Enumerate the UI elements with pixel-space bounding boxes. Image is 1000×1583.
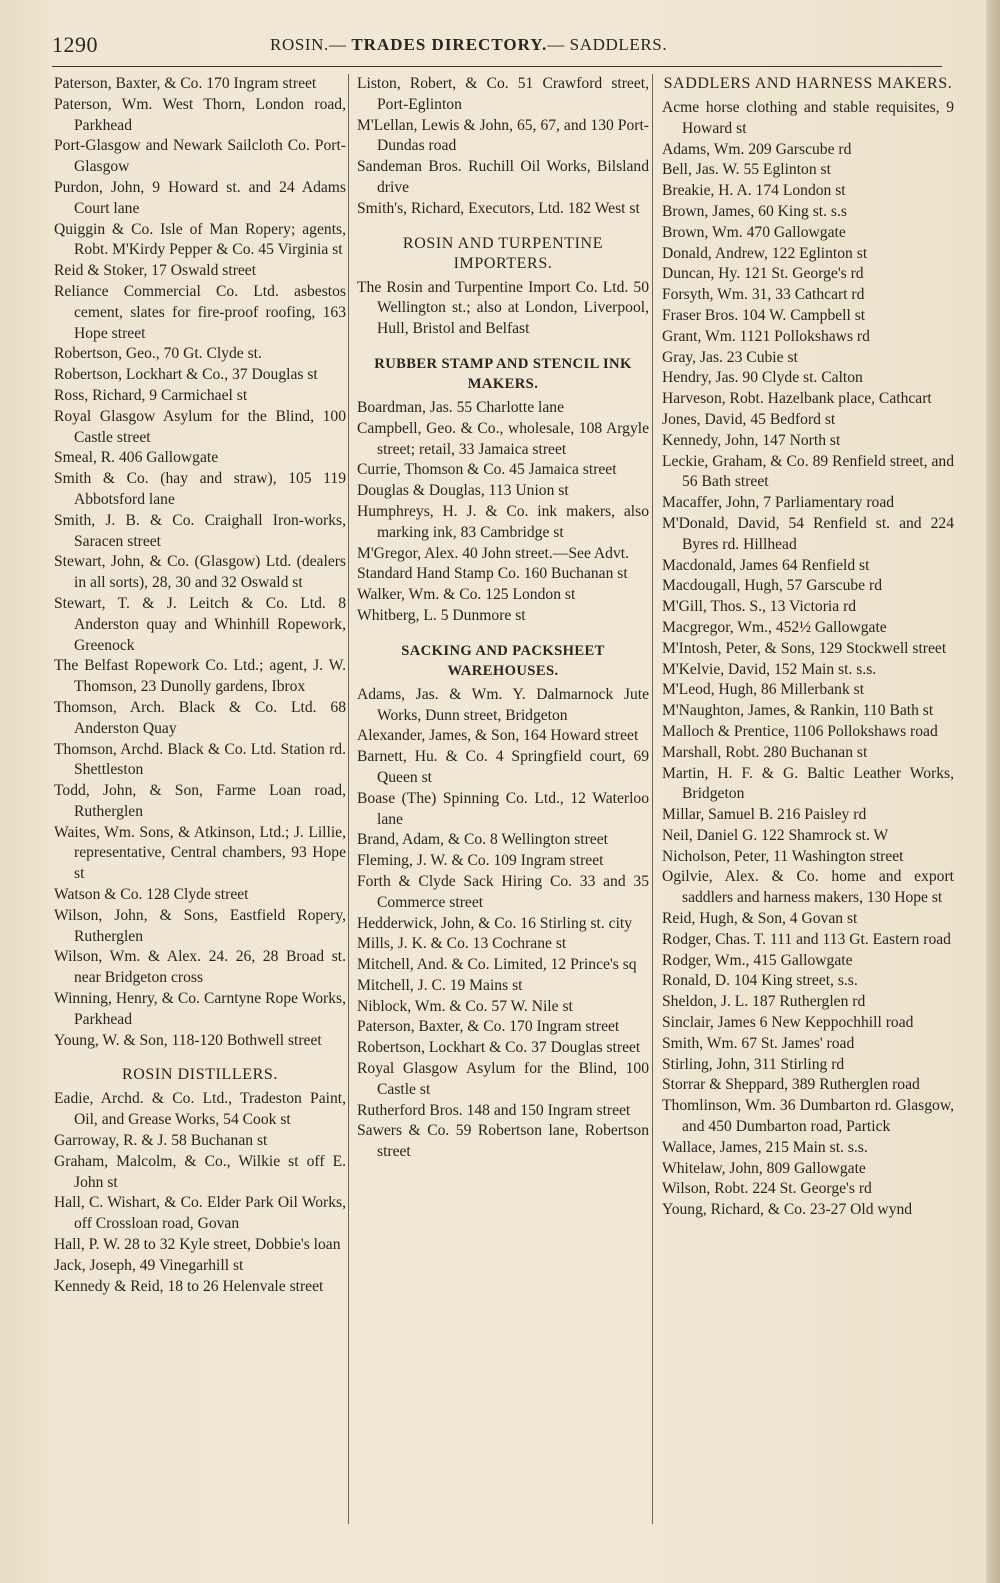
- directory-entry: Douglas & Douglas, 113 Union st: [357, 482, 569, 500]
- directory-entry: Bell, Jas. W. 55 Eglinton st: [662, 161, 831, 179]
- directory-entry: Wilson, Robt. 224 St. George's rd: [662, 1180, 872, 1198]
- directory-entry: Jones, David, 45 Bedford st: [662, 410, 836, 428]
- directory-entry: Forth & Clyde Sack Hiring Co. 33 and 35 Commerce street: [357, 872, 649, 911]
- section-heading: SADDLERS AND HARNESS MAKERS.: [663, 75, 953, 92]
- directory-entry: Campbell, Geo. & Co., wholesale, 108 Argyle street; retail, 33 Jamaica street: [357, 419, 649, 458]
- directory-entry: Winning, Henry, & Co. Carntyne Rope Works, Parkhead: [54, 990, 346, 1028]
- directory-entry: Robertson, Lockhart & Co., 37 Douglas st: [54, 366, 318, 384]
- directory-entry: M'Intosh, Peter, & Sons, 129 Stockwell street: [662, 639, 947, 657]
- directory-entry: Hedderwick, John, & Co. 16 Stirling st. city: [357, 914, 633, 932]
- directory-entry: Neil, Daniel G. 122 Shamrock st. W: [662, 826, 889, 844]
- directory-entry: M'Kelvie, David, 152 Main st. s.s.: [662, 660, 877, 678]
- column-1: [54, 74, 346, 1297]
- column-2: [357, 74, 649, 1163]
- directory-entry: Smith's, Richard, Executors, Ltd. 182 West st: [357, 199, 640, 217]
- directory-entry: Thomson, Arch. Black & Co. Ltd. 68 Anderston Quay: [54, 698, 346, 737]
- directory-entry: Paterson, Baxter, & Co. 170 Ingram street: [54, 75, 317, 92]
- directory-entry: Mitchell, J. C. 19 Mains st: [357, 976, 523, 994]
- directory-entry: The Rosin and Turpentine Import Co. Ltd. 50 Wellington st.; also at London, Liverpool, Hull, Bristol and Belfast: [357, 278, 649, 338]
- directory-entry: Humphreys, H. J. & Co. ink makers, also marking ink, 83 Cambridge st: [357, 502, 649, 541]
- directory-entry: Smith & Co. (hay and straw), 105 119 Abbotsford lane: [54, 470, 346, 508]
- directory-entry: Quiggin & Co. Isle of Man Ropery; agents, Robt. M'Kirdy Pepper & Co. 45 Virginia st: [54, 220, 346, 259]
- section-heading: ROSIN DISTILLERS.: [122, 1066, 278, 1084]
- directory-entry: Thomlinson, Wm. 36 Dumbarton rd. Glasgow, and 450 Dumbarton road, Partick: [662, 1097, 954, 1136]
- column-divider: [348, 74, 349, 1524]
- directory-entry: Reid, Hugh, & Son, 4 Govan st: [662, 910, 858, 928]
- directory-entry: Wallace, James, 215 Main st. s.s.: [662, 1138, 868, 1156]
- directory-entry: Paterson, Wm. West Thorn, London road, Parkhead: [54, 95, 346, 134]
- directory-entry: Stewart, John, & Co. (Glasgow) Ltd. (dealers in all sorts), 28, 30 and 32 Oswald st: [54, 553, 346, 592]
- directory-entry: Graham, Malcolm, & Co., Wilkie st off E. John st: [54, 1152, 346, 1191]
- directory-entry: Fraser Bros. 104 W. Campbell st: [662, 306, 866, 324]
- directory-entry: Stewart, T. & J. Leitch & Co. Ltd. 8 Anderston quay and Whinhill Ropework, Greenock: [54, 594, 346, 654]
- page-edge-shadow: [986, 0, 1000, 1583]
- directory-entry: Waites, Wm. Sons, & Atkinson, Ltd.; J. Lillie, representative, Central chambers, 93 Hope st: [54, 823, 346, 883]
- directory-entry: Barnett, Hu. & Co. 4 Springfield court, 69 Queen st: [357, 748, 649, 786]
- directory-entry: Brown, James, 60 King st. s.s: [662, 202, 847, 220]
- directory-entry: Port-Glasgow and Newark Sailcloth Co. Port-Glasgow: [54, 137, 346, 176]
- directory-entry: Stirling, John, 311 Stirling rd: [662, 1055, 845, 1073]
- directory-entry: Brand, Adam, & Co. 8 Wellington street: [357, 831, 608, 849]
- header-rule: [52, 66, 942, 67]
- directory-entry: Standard Hand Stamp Co. 160 Buchanan st: [357, 565, 628, 583]
- directory-entry: Harveson, Robt. Hazelbank place, Cathcart: [662, 390, 932, 408]
- directory-entry: Alexander, James, & Son, 164 Howard street: [357, 727, 639, 745]
- directory-entry: Paterson, Baxter, & Co. 170 Ingram street: [357, 1018, 620, 1036]
- directory-entry: Leckie, Graham, & Co. 89 Renfield street, and 56 Bath street: [662, 452, 954, 491]
- directory-entry: M'Gregor, Alex. 40 John street.—See Advt.: [357, 544, 630, 562]
- directory-entry: Hall, P. W. 28 to 32 Kyle street, Dobbie's loan: [54, 1236, 341, 1254]
- directory-entry: Reid & Stoker, 17 Oswald street: [54, 262, 257, 280]
- directory-entry: Macdougall, Hugh, 57 Garscube rd: [662, 577, 882, 595]
- directory-entry: Gray, Jas. 23 Cubie st: [662, 348, 798, 366]
- directory-entry: Sheldon, J. L. 187 Rutherglen rd: [662, 993, 866, 1011]
- directory-entry: Smith, Wm. 67 St. James' road: [662, 1034, 855, 1052]
- directory-entry: Todd, John, & Son, Farme Loan road, Rutherglen: [54, 782, 346, 820]
- directory-entry: Watson & Co. 128 Clyde street: [54, 886, 249, 904]
- directory-entry: Liston, Robert, & Co. 51 Crawford street, Port-Eglinton: [357, 75, 649, 113]
- directory-entry: Garroway, R. & J. 58 Buchanan st: [54, 1132, 268, 1150]
- directory-entry: Eadie, Archd. & Co. Ltd., Tradeston Paint, Oil, and Grease Works, 54 Cook st: [54, 1090, 346, 1129]
- section-heading: RUBBER STAMP AND STENCIL INK MAKERS.: [374, 355, 632, 392]
- directory-entry: Ross, Richard, 9 Carmichael st: [54, 386, 248, 404]
- section-heading: ROSIN AND TURPENTINE IMPORTERS.: [402, 234, 604, 272]
- directory-entry: Wilson, John, & Sons, Eastfield Ropery, Rutherglen: [54, 906, 346, 945]
- directory-entry: Nicholson, Peter, 11 Washington street: [662, 847, 904, 865]
- directory-entry: Fleming, J. W. & Co. 109 Ingram street: [357, 852, 604, 870]
- directory-entry: Adams, Wm. 209 Garscube rd: [662, 140, 852, 158]
- directory-entry: Smeal, R. 406 Gallowgate: [54, 449, 219, 467]
- directory-entry: Mitchell, And. & Co. Limited, 12 Prince's sq: [357, 956, 637, 974]
- directory-entry: Hendry, Jas. 90 Clyde st. Calton: [662, 369, 863, 387]
- directory-entry: Boardman, Jas. 55 Charlotte lane: [357, 398, 564, 416]
- directory-entry: Smith, J. B. & Co. Craighall Iron-works, Saracen street: [54, 511, 346, 550]
- directory-entry: Acme horse clothing and stable requisites, 9 Howard st: [662, 99, 954, 137]
- directory-entry: Robertson, Lockhart & Co. 37 Douglas street: [357, 1039, 641, 1057]
- directory-entry: Boase (The) Spinning Co. Ltd., 12 Waterloo lane: [357, 789, 649, 828]
- section-heading: SACKING AND PACKSHEET WAREHOUSES.: [401, 642, 605, 679]
- directory-entry: Kennedy & Reid, 18 to 26 Helenvale street: [54, 1277, 324, 1295]
- directory-entry: Royal Glasgow Asylum for the Blind, 100 Castle st: [357, 1060, 649, 1098]
- directory-entry: M'Naughton, James, & Rankin, 110 Bath st: [662, 702, 934, 720]
- directory-entry: Mills, J. K. & Co. 13 Cochrane st: [357, 935, 567, 953]
- directory-entry: The Belfast Ropework Co. Ltd.; agent, J. W. Thomson, 23 Dunolly gardens, Ibrox: [54, 657, 346, 696]
- directory-entry: Grant, Wm. 1121 Pollokshaws rd: [662, 327, 870, 345]
- directory-entry: Malloch & Prentice, 1106 Pollokshaws road: [662, 722, 938, 740]
- page-header: [52, 32, 952, 62]
- directory-entry: Breakie, H. A. 174 London st: [662, 182, 846, 200]
- directory-entry: Thomson, Archd. Black & Co. Ltd. Station rd. Shettleston: [54, 740, 346, 779]
- directory-entry: Millar, Samuel B. 216 Paisley rd: [662, 806, 867, 824]
- directory-entry: M'Leod, Hugh, 86 Millerbank st: [662, 681, 865, 699]
- running-head-left: ROSIN.—: [270, 35, 347, 54]
- directory-entry: Currie, Thomson & Co. 45 Jamaica street: [357, 461, 617, 479]
- directory-entry: Young, W. & Son, 118-120 Bothwell street: [54, 1031, 322, 1049]
- running-head-center: TRADES DIRECTORY.: [351, 35, 548, 54]
- directory-entry: Martin, H. F. & G. Baltic Leather Works, Bridgeton: [662, 764, 954, 803]
- directory-entry: Ogilvie, Alex. & Co. home and export saddlers and harness makers, 130 Hope st: [662, 868, 954, 907]
- directory-entry: Brown, Wm. 470 Gallowgate: [662, 223, 846, 241]
- directory-entry: Sawers & Co. 59 Robertson lane, Robertson street: [357, 1122, 649, 1161]
- directory-entry: Forsyth, Wm. 31, 33 Cathcart rd: [662, 286, 865, 304]
- directory-entry: Marshall, Robt. 280 Buchanan st: [662, 743, 868, 761]
- directory-entry: Purdon, John, 9 Howard st. and 24 Adams Court lane: [54, 178, 346, 217]
- directory-entry: Adams, Jas. & Wm. Y. Dalmarnock Jute Works, Dunn street, Bridgeton: [357, 685, 649, 724]
- running-head: [270, 35, 667, 55]
- directory-entry: Rodger, Chas. T. 111 and 113 Gt. Eastern road: [662, 930, 951, 948]
- directory-entry: Ronald, D. 104 King street, s.s.: [662, 972, 858, 990]
- directory-entry: Reliance Commercial Co. Ltd. asbestos cement, slates for fire-proof roofing, 163 Hope street: [54, 282, 346, 342]
- directory-entry: Kennedy, John, 147 North st: [662, 431, 841, 449]
- directory-entry: Whitberg, L. 5 Dunmore st: [357, 606, 526, 624]
- directory-entry: Storrar & Sheppard, 389 Rutherglen road: [662, 1076, 920, 1094]
- directory-entry: Wilson, Wm. & Alex. 24. 26, 28 Broad st. near Bridgeton cross: [54, 948, 346, 987]
- directory-entry: Rodger, Wm., 415 Gallowgate: [662, 951, 853, 969]
- directory-entry: Macgregor, Wm., 452½ Gallowgate: [662, 618, 887, 636]
- directory-entry: Young, Richard, & Co. 23-27 Old wynd: [662, 1201, 913, 1219]
- column-3: [662, 74, 954, 1221]
- directory-entry: Macaffer, John, 7 Parliamentary road: [662, 494, 895, 512]
- column-divider: [652, 74, 653, 1524]
- directory-entry: Macdonald, James 64 Renfield st: [662, 556, 870, 574]
- running-head-right: — SADDLERS.: [547, 35, 668, 54]
- directory-entry: Sinclair, James 6 New Keppochhill road: [662, 1014, 914, 1032]
- directory-entry: Robertson, Geo., 70 Gt. Clyde st.: [54, 345, 262, 363]
- directory-entry: Royal Glasgow Asylum for the Blind, 100 Castle street: [54, 407, 346, 446]
- directory-entry: Whitelaw, John, 809 Gallowgate: [662, 1159, 866, 1177]
- directory-entry: M'Gill, Thos. S., 13 Victoria rd: [662, 598, 857, 616]
- directory-entry: Rutherford Bros. 148 and 150 Ingram street: [357, 1101, 631, 1119]
- directory-entry: Niblock, Wm. & Co. 57 W. Nile st: [357, 997, 573, 1015]
- directory-entry: M'Donald, David, 54 Renfield st. and 224 Byres rd. Hillhead: [662, 514, 954, 553]
- directory-entry: Donald, Andrew, 122 Eglinton st: [662, 244, 868, 262]
- directory-entry: Duncan, Hy. 121 St. George's rd: [662, 265, 864, 283]
- directory-entry: Sandeman Bros. Ruchill Oil Works, Bilsland drive: [357, 158, 649, 196]
- directory-entry: Walker, Wm. & Co. 125 London st: [357, 586, 576, 604]
- directory-entry: Hall, C. Wishart, & Co. Elder Park Oil Works, off Crossloan road, Govan: [54, 1194, 346, 1233]
- page-number: 1290: [52, 32, 98, 57]
- directory-entry: M'Lellan, Lewis & John, 65, 67, and 130 Port-Dundas road: [357, 116, 649, 155]
- directory-entry: Jack, Joseph, 49 Vinegarhill st: [54, 1256, 244, 1274]
